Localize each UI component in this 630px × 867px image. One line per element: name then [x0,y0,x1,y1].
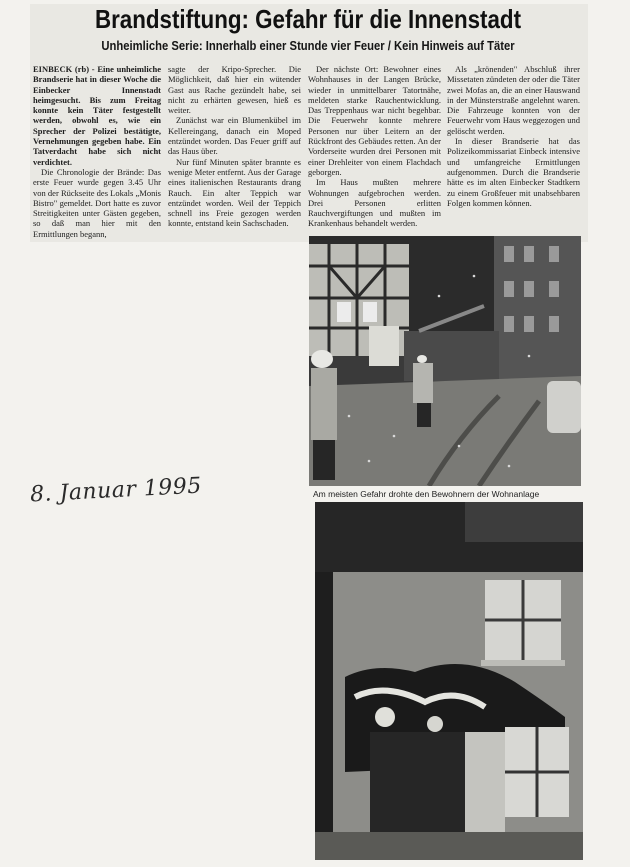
lead-paragraph: EINBECK (rb) - Eine unheimliche Brandserie hat in dieser Woche die Einbecker Innenstadt heimgesucht. Bis zum Freitag konnte kein Täter festgestellt werden, obwohl es, wie ein Sprecher der Polizei bestätigte, Vernehmungen gegeben habe. Ein Tatverdacht habe sich nicht verdichtet. [33,64,161,167]
handwritten-date: 8. Januar 1995 [29,473,203,508]
article-column-2 [168,64,301,240]
street-scene-image [309,236,581,486]
paragraph: Die Chronologie der Brände: Das erste Feuer wurde gegen 3.45 Uhr von der Rückseite des Lokals „Monis Bistro" gemeldet. Dort hatte es zuvor Streitigkeiten unter Gästen gegeben, so daß man hier mit den Ermittlungen begann, [33,166,161,239]
article-column-4 [447,64,580,240]
photo-street-firefighters [309,236,581,486]
paragraph: Nur fünf Minuten später brannte es wenige Meter entfernt. Aus der Garage eines italienischen Restaurants drang Rauch. Ein alter Teppich war entzündet worden. Weil der Teppich schnell ins Freie gezogen werden konnte, entstand kein Sachschaden. [168,156,301,229]
article-column-3 [308,64,441,240]
photo-burnt-facade [315,502,583,860]
paragraph: Zunächst war ein Blumenkübel im Kellereingang, danach ein Moped entzündet worden. Das Feuer griff auf das Haus über. [168,115,301,157]
subheadline: Unheimliche Serie: Innerhalb einer Stunde vier Feuer / Kein Hinweis auf Täter [101,39,515,53]
paragraph: Der nächste Ort: Bewohner eines Wohnhauses in der Langen Brücke, wieder in unmittelbarer Tatortnähe, meldeten starke Rauchentwicklung. Das Treppenhaus war nicht begehbar. Die Feuerwehr konnte mehrere Personen nur über Leitern an der Rückfront des Gebäudes retten. An der Vorderseite wurden drei Personen mit einer Drehleiter von einem Flachdach geborgen. [308,64,441,177]
photo-caption: Am meisten Gefahr drohte den Bewohnern der Wohnanlage [313,489,540,499]
burnt-facade-image [315,502,583,860]
article-column-1 [33,64,161,240]
paragraph: Als „krönenden" Abschluß ihrer Missetaten zündeten der oder die Täter zwei Mofas an, die an einer Hauswand in der Münsterstraße angelehnt waren. Die Fahrzeuge konnten von der Feuerwehr vom Haus weggezogen und gelöscht werden. [447,64,580,136]
paragraph: Im Haus mußten mehrere Wohnungen aufgebrochen werden. Drei Personen erlitten Rauchvergiftungen und mußten im Krankenhaus behandelt werden. [308,177,441,229]
paragraph: sagte der Kripo-Sprecher. Die Möglichkeit, daß hier ein wütender Gast aus Rache gezündelt habe, sei nicht zu erhärten gewesen, hieß es weiter. [168,64,301,116]
paragraph: In dieser Brandserie hat das Polizeikommissariat Einbeck intensive und umfangreiche Ermittlungen aufgenommen. Durch die Brandserie hätte es im alten Einbecker Stadtkern zu einem Großfeuer mit unabsehbaren Folgen kommen können. [447,136,580,208]
headline: Brandstiftung: Gefahr für die Innenstadt [94,4,522,34]
